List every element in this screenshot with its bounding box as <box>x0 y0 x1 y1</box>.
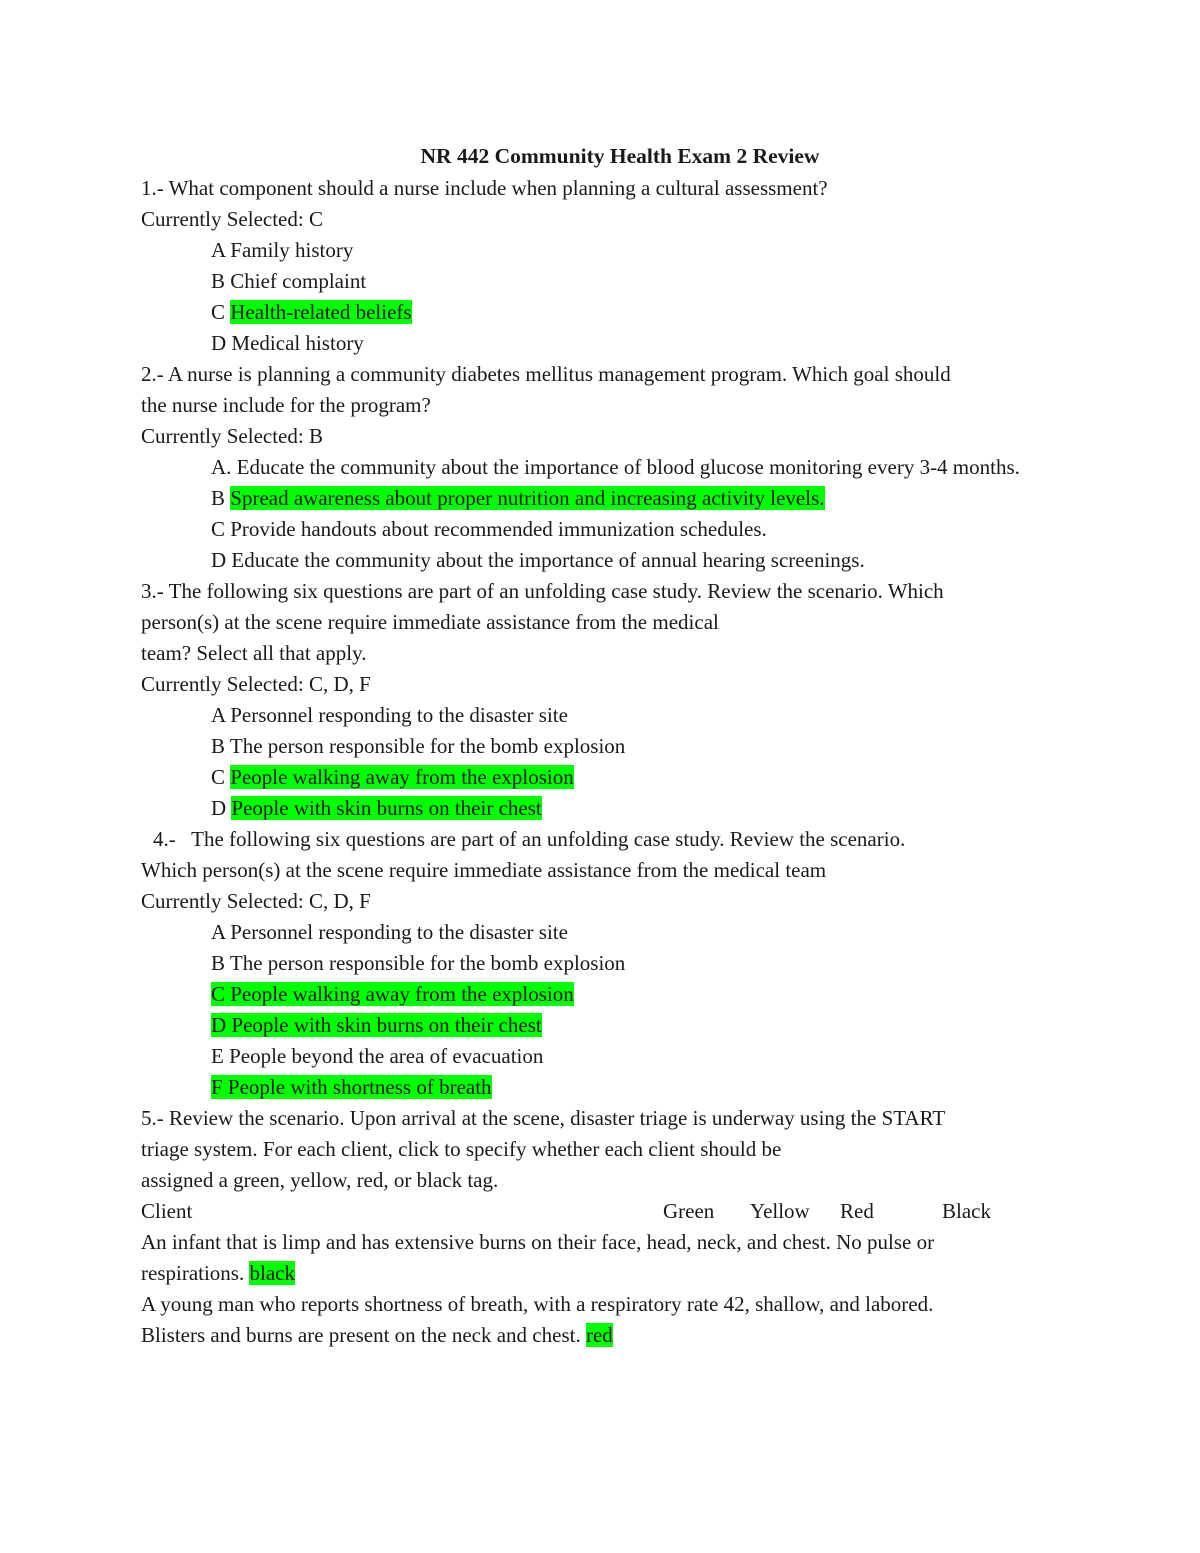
document-body <box>141 140 1061 1351</box>
q3-question-line2: person(s) at the scene require immediate assistance from the medical <box>141 610 719 634</box>
header-red: Red <box>840 1199 874 1223</box>
q2-option-a: A. Educate the community about the importance of blood glucose monitoring every 3-4 months. <box>211 455 1020 479</box>
q1-option-b: B Chief complaint <box>211 269 367 293</box>
q4-question-line2: Which person(s) at the scene require immediate assistance from the medical team <box>141 858 827 882</box>
q2-option-d: D Educate the community about the importance of annual hearing screenings. <box>211 548 865 572</box>
highlighted-answer: F People with shortness of breath <box>211 1075 492 1099</box>
q3-option-a: A Personnel responding to the disaster site <box>211 703 568 727</box>
q5-case1-line2: respirations. black <box>141 1261 295 1285</box>
highlighted-answer: Health-related beliefs <box>230 300 412 324</box>
header-client: Client <box>141 1199 193 1223</box>
q4-question-line1: 4.- The following six questions are part of an unfolding case study. Review the scenario. <box>153 827 906 851</box>
q2-option-c: C Provide handouts about recommended immunization schedules. <box>211 517 767 541</box>
q3-option-c: C People walking away from the explosion <box>211 765 574 789</box>
q4-option-e: E People beyond the area of evacuation <box>211 1044 544 1068</box>
q1-option-d: D Medical history <box>211 331 364 355</box>
q5-question-line2: triage system. For each client, click to specify whether each client should be <box>141 1137 782 1161</box>
header-green: Green <box>663 1199 715 1223</box>
header-yellow: Yellow <box>750 1199 810 1223</box>
q5-case2-line2: Blisters and burns are present on the neck and chest. red <box>141 1323 613 1347</box>
q1-option-c: C Health-related beliefs <box>211 300 412 324</box>
highlighted-answer: red <box>585 1323 613 1347</box>
q5-question-line1: 5.- Review the scenario. Upon arrival at the scene, disaster triage is underway using the START <box>141 1106 946 1130</box>
q4-option-c <box>141 979 1061 1010</box>
q4-option-a: A Personnel responding to the disaster site <box>211 920 568 944</box>
highlighted-answer: black <box>249 1261 295 1285</box>
q3-selected: Currently Selected: C, D, F <box>141 672 371 696</box>
q4-selected: Currently Selected: C, D, F <box>141 889 371 913</box>
q4-option-f <box>141 1072 1061 1103</box>
highlighted-answer: Spread awareness about proper nutrition and increasing activity levels. <box>230 486 825 510</box>
q1-selected: Currently Selected: C <box>141 207 323 231</box>
q3-question-line3: team? Select all that apply. <box>141 641 367 665</box>
highlighted-answer: D People with skin burns on their chest <box>211 1013 542 1037</box>
q5-case2-line1: A young man who reports shortness of breath, with a respiratory rate 42, shallow, and labored. <box>141 1292 934 1316</box>
q1-option-a: A Family history <box>211 238 354 262</box>
q4-option-d <box>141 1010 1061 1041</box>
header-black: Black <box>942 1199 991 1223</box>
q3-question-line1: 3.- The following six questions are part of an unfolding case study. Review the scenario. Which <box>141 579 944 603</box>
q2-selected: Currently Selected: B <box>141 424 323 448</box>
q4-option-b: B The person responsible for the bomb explosion <box>211 951 626 975</box>
q5-case1-line1: An infant that is limp and has extensive burns on their face, head, neck, and chest. No pulse or <box>141 1230 935 1254</box>
document-title: NR 442 Community Health Exam 2 Review <box>420 144 820 168</box>
highlighted-answer: C People walking away from the explosion <box>211 982 574 1006</box>
highlighted-answer: People walking away from the explosion <box>230 765 574 789</box>
q2-option-b: B Spread awareness about proper nutrition and increasing activity levels. <box>211 486 825 510</box>
q5-table-header <box>141 1196 1061 1227</box>
q3-option-b: B The person responsible for the bomb explosion <box>211 734 626 758</box>
q2-question-line1: 2.- A nurse is planning a community diabetes mellitus management program. Which goal should <box>141 362 951 386</box>
q5-question-line3: assigned a green, yellow, red, or black tag. <box>141 1168 499 1192</box>
q3-option-d: D People with skin burns on their chest <box>211 796 542 820</box>
q1-question: 1.- What component should a nurse include when planning a cultural assessment? <box>141 176 828 200</box>
highlighted-answer: People with skin burns on their chest <box>231 796 542 820</box>
q2-question-line2: the nurse include for the program? <box>141 393 431 417</box>
